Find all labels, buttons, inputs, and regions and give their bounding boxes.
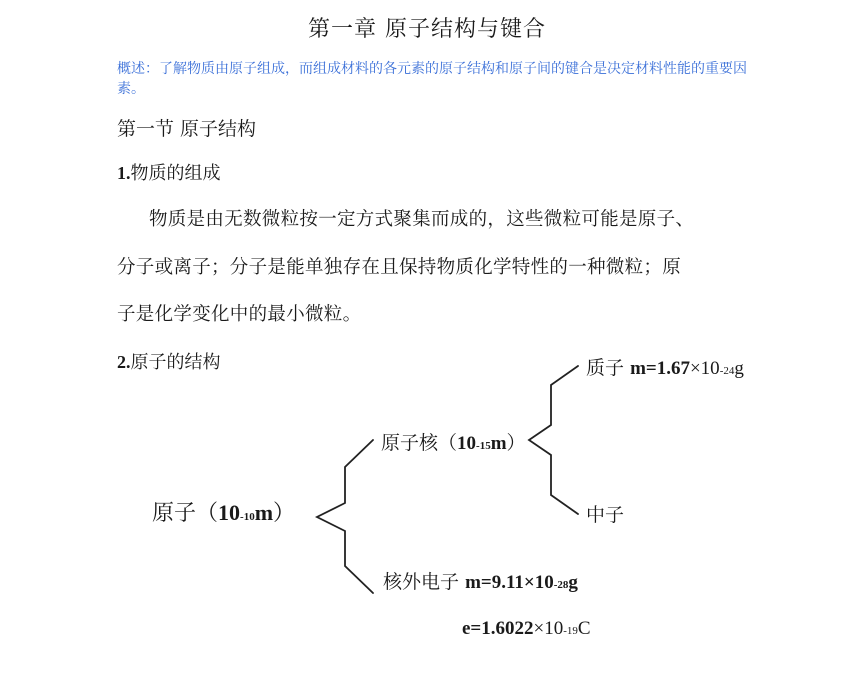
electron-label: 核外电子 m=9.11×10-28g — [383, 571, 578, 593]
heading-text: 物质的组成 — [130, 163, 221, 184]
page-title: 第一章 原子结构与键合 — [308, 17, 546, 42]
heading-number: 2. — [117, 352, 131, 372]
neutron-label: 中子 — [586, 504, 625, 526]
nucleus-label: 原子核（10-15m） — [381, 432, 526, 454]
section-title: 第一节 原子结构 — [117, 118, 257, 140]
atom-label: 原子（10-10m） — [152, 500, 296, 526]
paragraph-line-2: 分子或离子；分子是能单独存在且保持物质化学特性的一种微粒；原 — [117, 257, 682, 278]
heading-number: 1. — [117, 163, 131, 183]
outer-brace — [317, 440, 373, 593]
paragraph-line-1: 物质是由无数微粒按一定方式聚集而成的，这些微粒可能是原子、 — [149, 209, 695, 230]
inner-brace — [529, 366, 578, 514]
electron-charge-label: e=1.6022×10-19C — [462, 618, 591, 639]
proton-label: 质子 m=1.67×10-24g — [586, 357, 744, 379]
summary-text: 概述：了解物质由原子组成，而组成材料的各元素的原子结构和原子间的键合是决定材料性能的重要因素。 — [117, 61, 747, 97]
heading-text: 原子的结构 — [130, 352, 221, 373]
paragraph-line-3: 子是化学变化中的最小微粒。 — [117, 304, 362, 325]
